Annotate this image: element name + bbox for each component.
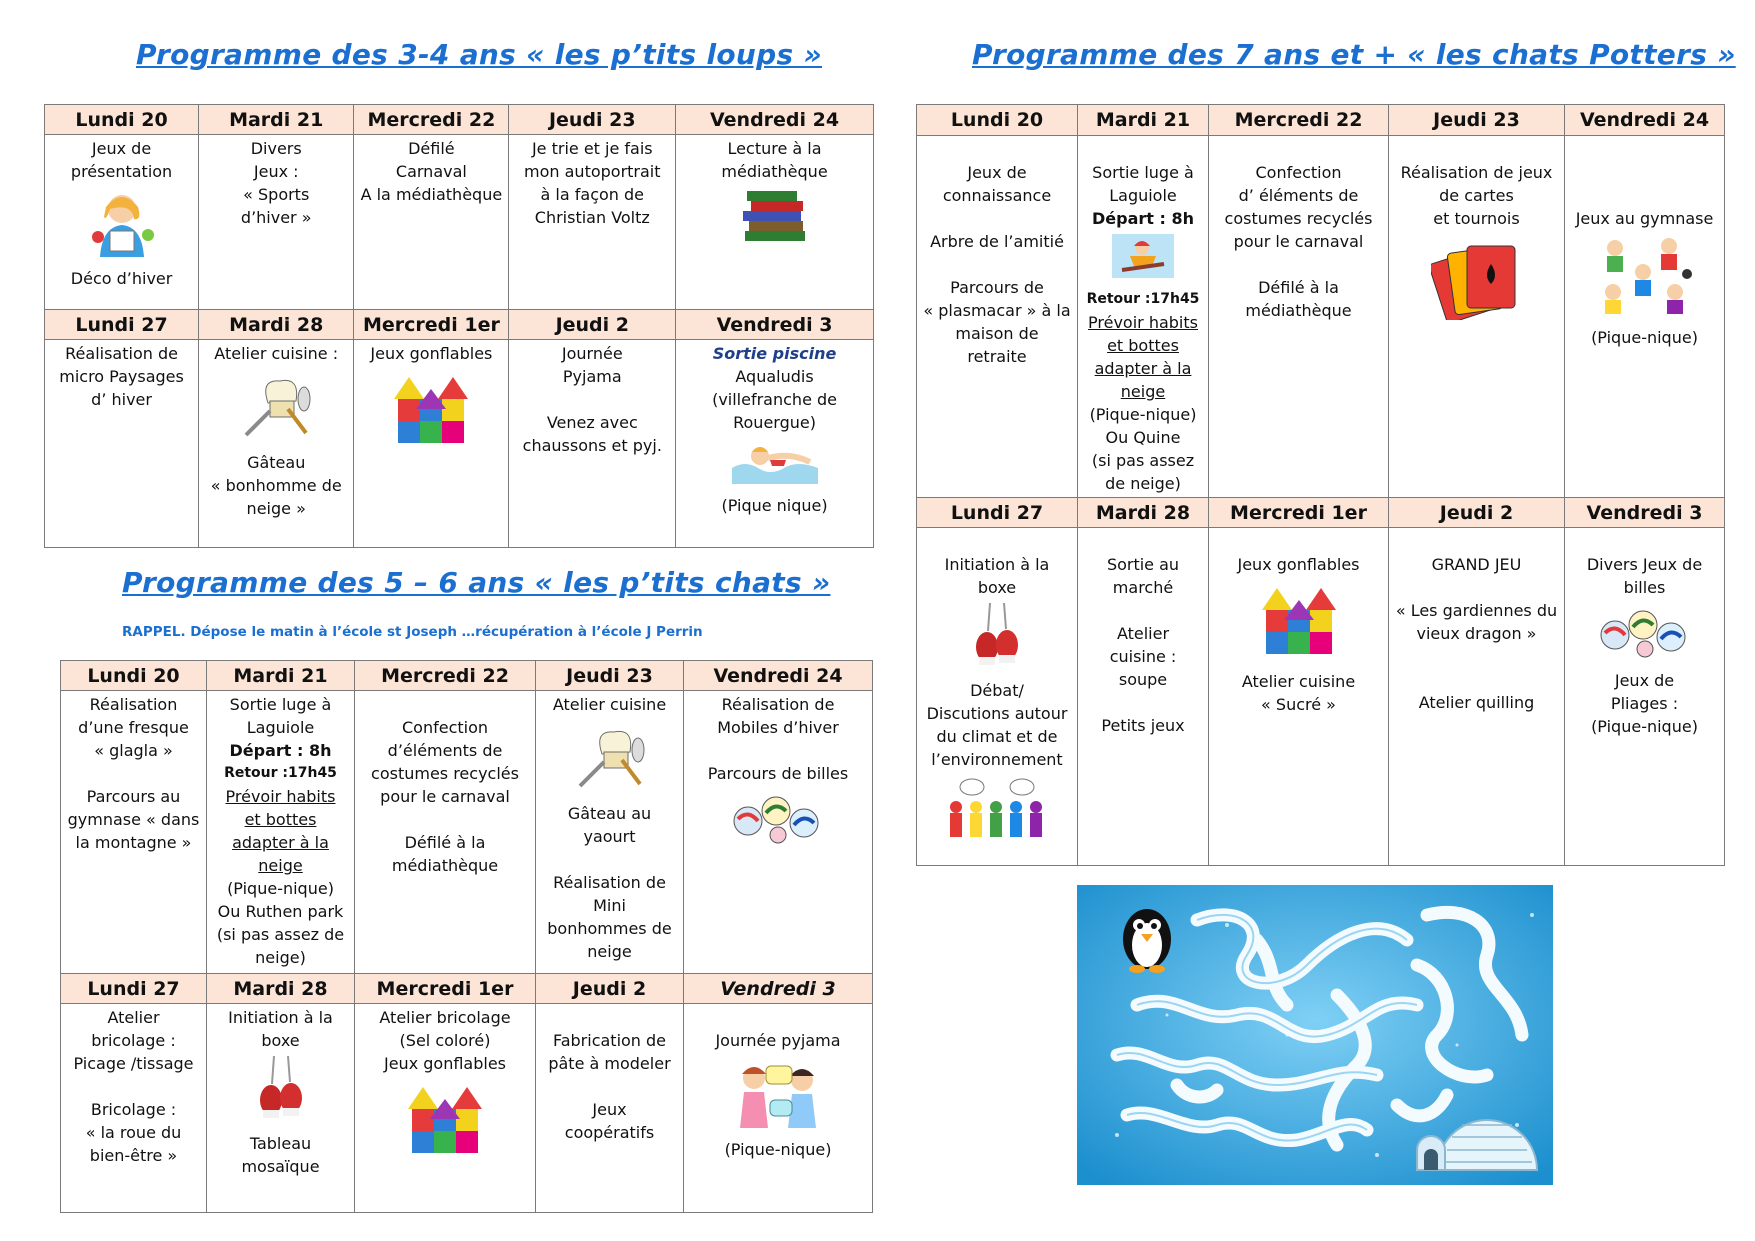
ptits-loups-title: Programme des 3-4 ans « les p’tits loups »: [136, 38, 822, 71]
activity-line: Pyjama: [562, 367, 622, 386]
activity-line: Jeux de: [91, 139, 152, 158]
activity-cell: [917, 528, 1078, 866]
activity-cell: [536, 691, 684, 974]
activity-line: Tableau: [249, 1134, 312, 1153]
activities-row: [61, 691, 873, 974]
activity-line: Pliages :: [1610, 694, 1679, 713]
activity-line: Bricolage :: [90, 1100, 177, 1119]
activity-line: Prévoir habits: [225, 787, 336, 806]
activity-line: mosaïque: [241, 1157, 320, 1176]
activity-line: [1569, 138, 1720, 161]
activity-line: (si pas assez: [1091, 451, 1195, 470]
activity-line: du climat et de: [936, 727, 1058, 746]
activity-cell: [1078, 136, 1209, 498]
activity-line: médiathèque: [1245, 301, 1352, 320]
day-header-row: [61, 661, 873, 691]
activity-line: présentation: [70, 162, 173, 181]
day-header: Vendredi 24: [684, 661, 873, 691]
activity-line: cuisine :: [1109, 647, 1177, 666]
activity-line: Venez avec: [546, 413, 638, 432]
cooking-utensils-icon: [203, 369, 349, 447]
activity-cell: [61, 1004, 207, 1213]
activity-cell: [676, 135, 874, 310]
activity-line: d’ éléments de: [1238, 186, 1359, 205]
activity-line: Défilé à la: [1258, 278, 1339, 297]
activity-line: [540, 1075, 679, 1098]
discussion-people-icon: [921, 775, 1073, 859]
activity-line: costumes recyclés: [371, 764, 519, 783]
activity-line: gymnase « dans: [67, 810, 200, 829]
day-header-row: [917, 498, 1725, 528]
activity-line: Initiation à la: [228, 1008, 333, 1027]
activity-line: neige »: [246, 499, 306, 518]
activity-line: [1082, 691, 1204, 714]
activity-line: Parcours de billes: [707, 764, 849, 783]
activities-row: [45, 135, 874, 310]
maze-illustration: [1077, 885, 1553, 1185]
activity-line: Divers: [250, 139, 302, 158]
activity-cell: [917, 136, 1078, 498]
day-header: Mercredi 1er: [355, 974, 536, 1004]
day-header: Mardi 28: [1078, 498, 1209, 528]
activity-cell: [355, 691, 536, 974]
activity-line: mon autoportrait: [524, 162, 661, 181]
activity-line: Gâteau au: [567, 804, 652, 823]
activity-line: et bottes: [1107, 336, 1179, 355]
activity-line: Atelier: [107, 1008, 160, 1027]
activity-line: billes: [1623, 578, 1666, 597]
activity-line: Picage /tissage: [73, 1054, 194, 1073]
activity-line: chaussons et pyj.: [522, 436, 662, 455]
activity-line: neige: [258, 856, 303, 875]
activity-line: vieux dragon »: [1416, 624, 1537, 643]
activities-row: [917, 528, 1725, 866]
activity-line: Sortie luge à: [1092, 163, 1194, 182]
activity-line: Sortie au: [1106, 555, 1180, 574]
day-header: Vendredi 24: [1565, 105, 1725, 136]
activity-line: [1569, 161, 1720, 184]
activity-line: « Sports: [243, 185, 310, 204]
activity-line: adapter à la: [1094, 359, 1192, 378]
activity-line: Fabrication de: [552, 1031, 667, 1050]
activity-line: bricolage :: [91, 1031, 176, 1050]
day-header: Jeudi 2: [509, 310, 676, 340]
day-header: Lundi 27: [45, 310, 199, 340]
activity-cell: [1565, 528, 1725, 866]
activity-line: de cartes: [1439, 186, 1514, 205]
marbles-icon: [688, 789, 868, 851]
marbles-icon: [1569, 603, 1720, 665]
activity-line: Atelier cuisine: [552, 695, 667, 714]
activity-cell: [509, 340, 676, 548]
activity-line: (villefranche de: [712, 390, 837, 409]
ptits-loups-table: [44, 104, 874, 548]
day-header: Lundi 20: [45, 105, 199, 135]
activity-line: (Pique-nique): [724, 1140, 832, 1159]
activity-line: « glagla »: [94, 741, 173, 760]
girl-writing-icon: [49, 187, 194, 263]
day-header: Vendredi 3: [1565, 498, 1725, 528]
activity-line: Confection: [1255, 163, 1342, 182]
activity-line: Laguiole: [246, 718, 315, 737]
activity-line: Journée pyjama: [715, 1031, 841, 1050]
activity-cell: [684, 691, 873, 974]
activity-line: [1393, 138, 1560, 161]
activities-row: [45, 340, 874, 548]
activity-line: [921, 253, 1073, 276]
activity-line: GRAND JEU: [1431, 555, 1522, 574]
activity-cell: [45, 340, 199, 548]
activity-line: Déco d’hiver: [70, 269, 173, 288]
activity-line: pâte à modeler: [548, 1054, 671, 1073]
activity-line: Lecture à la: [727, 139, 822, 158]
activity-line: [1213, 530, 1384, 553]
activities-row: [917, 136, 1725, 498]
activity-line: [1569, 184, 1720, 207]
day-header: Mercredi 1er: [1209, 498, 1389, 528]
day-header: Jeudi 23: [1389, 105, 1565, 136]
day-header: Jeudi 2: [1389, 498, 1565, 528]
activity-line: bonhommes de: [547, 919, 672, 938]
playing-cards-icon: [1393, 234, 1560, 326]
activity-line: A la médiathèque: [360, 185, 503, 204]
activity-line: Atelier bricolage: [379, 1008, 511, 1027]
activity-line: [513, 388, 671, 411]
activity-line: et tournois: [1433, 209, 1520, 228]
activity-line: Jeux gonflables: [1237, 555, 1360, 574]
activity-line: Discutions autour: [926, 704, 1068, 723]
activity-line: Réalisation de: [721, 695, 835, 714]
pillow-fight-icon: [688, 1056, 868, 1134]
day-header-row: [61, 974, 873, 1004]
activity-cell: [45, 135, 199, 310]
activity-line: (Pique-nique): [227, 879, 334, 898]
day-header: Mardi 21: [207, 661, 355, 691]
activity-line: [1569, 530, 1720, 553]
activity-line: [1393, 645, 1560, 668]
activity-line: maison de: [955, 324, 1039, 343]
activity-line: Mobiles d’hiver: [717, 718, 839, 737]
activity-line: Jeux gonflables: [383, 1054, 506, 1073]
activity-line: (Sel coloré): [399, 1031, 491, 1050]
activity-cell: [1389, 136, 1565, 498]
activity-line: pour le carnaval: [380, 787, 510, 806]
activity-line: Jeux :: [253, 162, 299, 181]
activity-line: de neige): [1105, 474, 1181, 493]
cooking-utensils-icon: [540, 720, 679, 798]
activity-line: Aqualudis: [735, 367, 814, 386]
activity-line: neige: [587, 942, 632, 961]
activity-line: Ou Ruthen park: [217, 902, 344, 921]
bouncy-castle-icon: [358, 369, 504, 455]
activity-line: Ou Quine: [1105, 428, 1181, 447]
activity-line: (Pique-nique): [1591, 328, 1698, 347]
day-header: Mercredi 22: [354, 105, 509, 135]
activity-line: (si pas assez de: [216, 925, 345, 944]
activity-line: Sortie piscine: [712, 344, 837, 363]
bouncy-castle-icon: [1213, 580, 1384, 666]
activity-cell: [1389, 528, 1565, 866]
activity-line: « bonhomme de: [210, 476, 342, 495]
activity-line: Arbre de l’amitié: [930, 232, 1064, 251]
activity-line: Jeux gonflables: [370, 344, 493, 363]
activity-line: pour le carnaval: [1233, 232, 1364, 251]
activity-line: d’une fresque: [78, 718, 189, 737]
activity-line: (Pique nique): [721, 496, 828, 515]
activity-line: retraite: [967, 347, 1027, 366]
activity-line: « plasmacar » à la: [923, 301, 1071, 320]
activity-line: d’éléments de: [387, 741, 503, 760]
activity-line: Confection: [401, 718, 489, 737]
activity-line: Débat/: [970, 681, 1024, 700]
activity-cell: [1565, 136, 1725, 498]
activity-line: Jeux au gymnase: [1575, 209, 1714, 228]
activity-line: Réalisation de: [553, 873, 666, 892]
day-header: Mardi 21: [199, 105, 354, 135]
activity-line: [359, 808, 531, 831]
sled-icon: [1082, 234, 1204, 284]
activity-cell: [354, 135, 509, 310]
activity-line: soupe: [1118, 670, 1168, 689]
day-header-row: [917, 105, 1725, 136]
ptits-chats-title: Programme des 5 – 6 ans « les p’tits chats »: [122, 566, 831, 599]
activity-line: d’hiver »: [240, 208, 312, 227]
activity-line: Mini: [593, 896, 626, 915]
activity-line: Petits jeux: [1101, 716, 1185, 735]
activity-cell: [199, 135, 354, 310]
day-header: Vendredi 3: [684, 974, 873, 1004]
activity-line: d’ hiver: [91, 390, 152, 409]
activity-line: Retour :17h45: [224, 765, 337, 781]
activity-line: neige: [1120, 382, 1166, 401]
activity-line: Journée: [561, 344, 623, 363]
activity-line: [1082, 138, 1204, 161]
activity-line: micro Paysages: [59, 367, 184, 386]
activity-line: Réalisation: [89, 695, 178, 714]
activity-cell: [61, 691, 207, 974]
activity-line: Jeux de: [967, 163, 1027, 182]
activity-line: Prévoir habits: [1088, 313, 1198, 332]
activity-line: [65, 762, 202, 785]
books-icon: [680, 187, 869, 249]
activity-line: Jeux de: [1614, 671, 1675, 690]
day-header: Vendredi 24: [676, 105, 874, 135]
day-header: Jeudi 23: [536, 661, 684, 691]
activity-line: Atelier quilling: [1418, 693, 1535, 712]
activity-line: Retour :17h45: [1086, 291, 1200, 307]
activity-line: Initiation à la: [944, 555, 1050, 574]
activities-row: [61, 1004, 873, 1213]
activity-line: yaourt: [583, 827, 636, 846]
activity-line: Gâteau: [247, 453, 306, 472]
activity-line: Départ : 8h: [1092, 209, 1194, 228]
activity-line: la montagne »: [75, 833, 192, 852]
activity-line: l’environnement: [931, 750, 1063, 769]
activity-line: Réalisation de: [65, 344, 178, 363]
activity-line: [921, 207, 1073, 230]
activity-cell: [207, 691, 355, 974]
day-header: Jeudi 2: [536, 974, 684, 1004]
activity-cell: [536, 1004, 684, 1213]
activity-line: Atelier cuisine :: [214, 344, 339, 363]
bouncy-castle-icon: [359, 1079, 531, 1165]
activity-line: (Pique-nique): [1089, 405, 1197, 424]
day-header: Vendredi 3: [676, 310, 874, 340]
activity-line: Jeux: [592, 1100, 627, 1119]
activity-line: [359, 693, 531, 716]
activity-line: Laguiole: [1109, 186, 1177, 205]
day-header: Mercredi 22: [355, 661, 536, 691]
activity-line: [1082, 599, 1204, 622]
activity-line: [1213, 138, 1384, 161]
activity-line: médiathèque: [721, 162, 828, 181]
activity-line: Réalisation de jeux: [1400, 163, 1553, 182]
activity-line: Atelier cuisine: [1241, 672, 1356, 691]
activity-line: Rouergue): [733, 413, 816, 432]
activity-line: Atelier: [1116, 624, 1170, 643]
activity-cell: [509, 135, 676, 310]
activity-cell: [1078, 528, 1209, 866]
day-header: Mercredi 1er: [354, 310, 509, 340]
activity-line: coopératifs: [564, 1123, 655, 1142]
day-header: Lundi 20: [61, 661, 207, 691]
day-header: Lundi 27: [917, 498, 1078, 528]
activity-line: marché: [1112, 578, 1174, 597]
day-header: Mardi 28: [199, 310, 354, 340]
activity-line: « Les gardiennes du: [1395, 601, 1558, 620]
activity-line: [1393, 530, 1560, 553]
activity-line: bien-être »: [89, 1146, 178, 1165]
activity-line: neige): [255, 948, 306, 967]
activity-line: (Pique-nique): [1591, 717, 1698, 736]
activity-cell: [676, 340, 874, 548]
day-header: Lundi 27: [61, 974, 207, 1004]
activity-line: [65, 1075, 202, 1098]
activity-line: Christian Voltz: [534, 208, 650, 227]
activity-line: [540, 1006, 679, 1029]
chats-potters-table: [916, 104, 1725, 866]
activity-line: Parcours au: [86, 787, 181, 806]
ptits-chats-table: [60, 660, 873, 1213]
activity-line: Défilé: [408, 139, 455, 158]
activity-line: adapter à la: [232, 833, 329, 852]
activity-line: costumes recyclés: [1224, 209, 1373, 228]
activity-line: [540, 848, 679, 871]
activity-cell: [1209, 136, 1389, 498]
activity-line: [688, 1006, 868, 1029]
activity-line: Départ : 8h: [229, 741, 332, 760]
activity-line: [921, 138, 1073, 161]
activity-cell: [354, 340, 509, 548]
activity-line: Je trie et je fais: [531, 139, 653, 158]
activity-line: [1082, 530, 1204, 553]
activity-cell: [684, 1004, 873, 1213]
rappel-note: RAPPEL. Dépose le matin à l’école st Joseph …récupération à l’école J Perrin: [122, 624, 703, 640]
day-header: Mardi 28: [207, 974, 355, 1004]
activity-line: [1393, 668, 1560, 691]
activity-line: Sortie luge à: [229, 695, 332, 714]
activity-line: Divers Jeux de: [1586, 555, 1703, 574]
activity-line: boxe: [261, 1031, 300, 1050]
activity-line: Parcours de: [950, 278, 1044, 297]
activity-cell: [355, 1004, 536, 1213]
activity-cell: [199, 340, 354, 548]
maze-penguin-igloo-icon: [1077, 885, 1553, 1185]
day-header: Mercredi 22: [1209, 105, 1389, 136]
boxing-gloves-icon: [921, 603, 1073, 675]
day-header: Mardi 21: [1078, 105, 1209, 136]
boxing-gloves-icon: [211, 1056, 350, 1128]
activity-line: [921, 530, 1073, 553]
activity-line: « la roue du: [85, 1123, 182, 1142]
activity-line: connaissance: [942, 186, 1052, 205]
activity-line: médiathèque: [391, 856, 499, 875]
activity-line: Défilé à la: [404, 833, 486, 852]
activity-line: boxe: [977, 578, 1017, 597]
swimmer-icon: [680, 438, 869, 490]
activity-line: Carnaval: [395, 162, 467, 181]
day-header: Jeudi 23: [509, 105, 676, 135]
day-header: Lundi 20: [917, 105, 1078, 136]
activity-line: [1393, 576, 1560, 599]
activity-line: à la façon de: [540, 185, 645, 204]
activity-cell: [1209, 528, 1389, 866]
kids-sports-icon: [1569, 234, 1720, 322]
activity-line: [688, 739, 868, 762]
day-header-row: [45, 105, 874, 135]
activity-line: « Sucré »: [1261, 695, 1336, 714]
day-header-row: [45, 310, 874, 340]
activity-cell: [207, 1004, 355, 1213]
chats-potters-title: Programme des 7 ans et + « les chats Potters »: [972, 38, 1736, 71]
activity-line: [1213, 253, 1384, 276]
activity-line: et bottes: [244, 810, 317, 829]
